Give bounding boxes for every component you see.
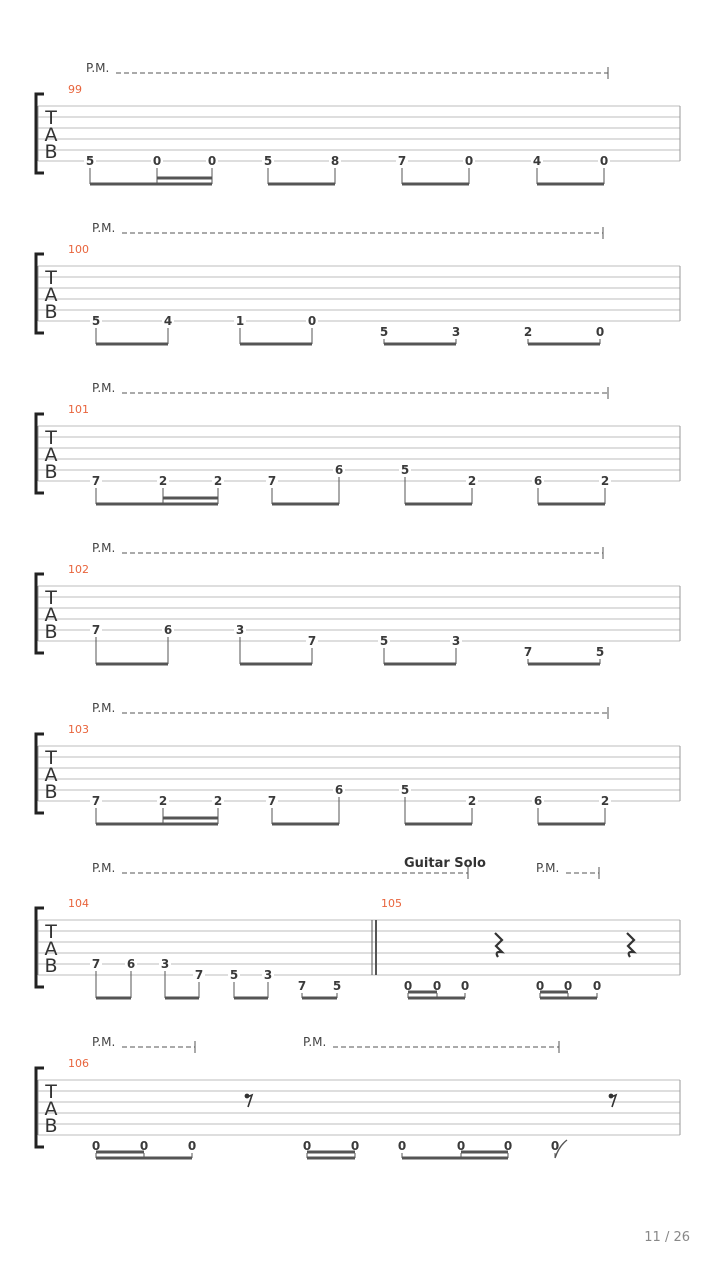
fret-number: 3 (160, 957, 170, 971)
palm-mute-label: P.M. (92, 1035, 116, 1049)
fret-number: 7 (307, 634, 317, 648)
tab-clef-letter: A (44, 284, 58, 306)
eighth-rest-stroke (611, 1095, 616, 1107)
fret-number: 5 (85, 154, 95, 168)
fret-number: 0 (152, 154, 162, 168)
fret-number: 0 (307, 314, 317, 328)
fret-number: 6 (533, 474, 543, 488)
tab-clef-letter: T (45, 587, 57, 609)
measure-number: 99 (68, 83, 82, 96)
tab-clef-letter: B (44, 1115, 58, 1137)
fret-number: 2 (213, 474, 223, 488)
tab-clef-letter: T (45, 427, 57, 449)
fret-number: 3 (451, 325, 461, 339)
fret-number: 0 (456, 1139, 466, 1153)
fret-number: 0 (592, 979, 602, 993)
tab-clef-letter: T (45, 921, 57, 943)
measure-number: 100 (68, 243, 89, 256)
measure-number: 102 (68, 563, 89, 576)
fret-number: 5 (91, 314, 101, 328)
tab-clef-letter: B (44, 781, 58, 803)
fret-number: 5 (229, 968, 239, 982)
fret-number: 7 (91, 623, 101, 637)
fret-number: 0 (397, 1139, 407, 1153)
fret-number: 6 (163, 623, 173, 637)
fret-number: 6 (334, 783, 344, 797)
fret-number: 0 (91, 1139, 101, 1153)
tab-clef-letter: A (44, 938, 58, 960)
tab-clef-letter: T (45, 747, 57, 769)
tab-clef-letter: T (45, 107, 57, 129)
fret-number: 0 (187, 1139, 197, 1153)
palm-mute-label: P.M. (92, 381, 116, 395)
fret-number: 0 (207, 154, 217, 168)
fret-number: 5 (400, 783, 410, 797)
palm-mute-label: P.M. (92, 701, 116, 715)
fret-number: 0 (550, 1139, 560, 1153)
fret-number: 0 (563, 979, 573, 993)
fret-number: 8 (330, 154, 340, 168)
fret-number: 7 (194, 968, 204, 982)
page-number: 11 / 26 (644, 1230, 690, 1245)
fret-number: 7 (267, 794, 277, 808)
fret-number: 2 (213, 794, 223, 808)
measure-number: 101 (68, 403, 89, 416)
tab-clef-letter: B (44, 621, 58, 643)
tab-clef-letter: T (45, 267, 57, 289)
measure-number: 105 (381, 897, 402, 910)
fret-number: 5 (332, 979, 342, 993)
section-label: Guitar Solo (404, 856, 486, 871)
fret-number: 0 (403, 979, 413, 993)
palm-mute-label: P.M. (92, 221, 116, 235)
fret-number: 2 (158, 794, 168, 808)
fret-number: 7 (523, 645, 533, 659)
tab-clef-letter: A (44, 444, 58, 466)
fret-number: 2 (467, 794, 477, 808)
fret-number: 7 (397, 154, 407, 168)
tab-clef-letter: T (45, 1081, 57, 1103)
fret-number: 7 (91, 474, 101, 488)
measure-number: 104 (68, 897, 89, 910)
fret-number: 7 (91, 794, 101, 808)
palm-mute-label: P.M. (92, 861, 116, 875)
palm-mute-label: P.M. (92, 541, 116, 555)
fret-number: 2 (600, 794, 610, 808)
eighth-rest-stroke (247, 1095, 252, 1107)
tab-clef-letter: B (44, 141, 58, 163)
fret-number: 0 (599, 154, 609, 168)
tab-clef-letter: A (44, 124, 58, 146)
fret-number: 4 (163, 314, 173, 328)
fret-number: 3 (235, 623, 245, 637)
tab-clef-letter: A (44, 1098, 58, 1120)
tab-clef-letter: A (44, 764, 58, 786)
fret-number: 5 (379, 634, 389, 648)
palm-mute-label: P.M. (303, 1035, 327, 1049)
fret-number: 0 (595, 325, 605, 339)
fret-number: 7 (91, 957, 101, 971)
fret-number: 1 (235, 314, 245, 328)
fret-number: 6 (334, 463, 344, 477)
tab-clef-letter: B (44, 461, 58, 483)
tab-clef-letter: B (44, 301, 58, 323)
fret-number: 6 (126, 957, 136, 971)
fret-number: 2 (467, 474, 477, 488)
palm-mute-label: P.M. (536, 861, 560, 875)
fret-number: 7 (297, 979, 307, 993)
fret-number: 0 (350, 1139, 360, 1153)
fret-number: 5 (400, 463, 410, 477)
palm-mute-label: P.M. (86, 61, 110, 75)
fret-number: 5 (263, 154, 273, 168)
fret-number: 0 (302, 1139, 312, 1153)
fret-number: 2 (600, 474, 610, 488)
fret-number: 0 (503, 1139, 513, 1153)
fret-number: 7 (267, 474, 277, 488)
tab-clef-letter: B (44, 955, 58, 977)
fret-number: 5 (595, 645, 605, 659)
fret-number: 3 (451, 634, 461, 648)
fret-number: 2 (523, 325, 533, 339)
tab-clef-letter: A (44, 604, 58, 626)
fret-number: 0 (139, 1139, 149, 1153)
fret-number: 6 (533, 794, 543, 808)
measure-number: 103 (68, 723, 89, 736)
fret-number: 0 (464, 154, 474, 168)
measure-number: 106 (68, 1057, 89, 1070)
fret-number: 0 (460, 979, 470, 993)
fret-number: 3 (263, 968, 273, 982)
fret-number: 0 (432, 979, 442, 993)
fret-number: 2 (158, 474, 168, 488)
fret-number: 5 (379, 325, 389, 339)
fret-number: 0 (535, 979, 545, 993)
fret-number: 4 (532, 154, 542, 168)
